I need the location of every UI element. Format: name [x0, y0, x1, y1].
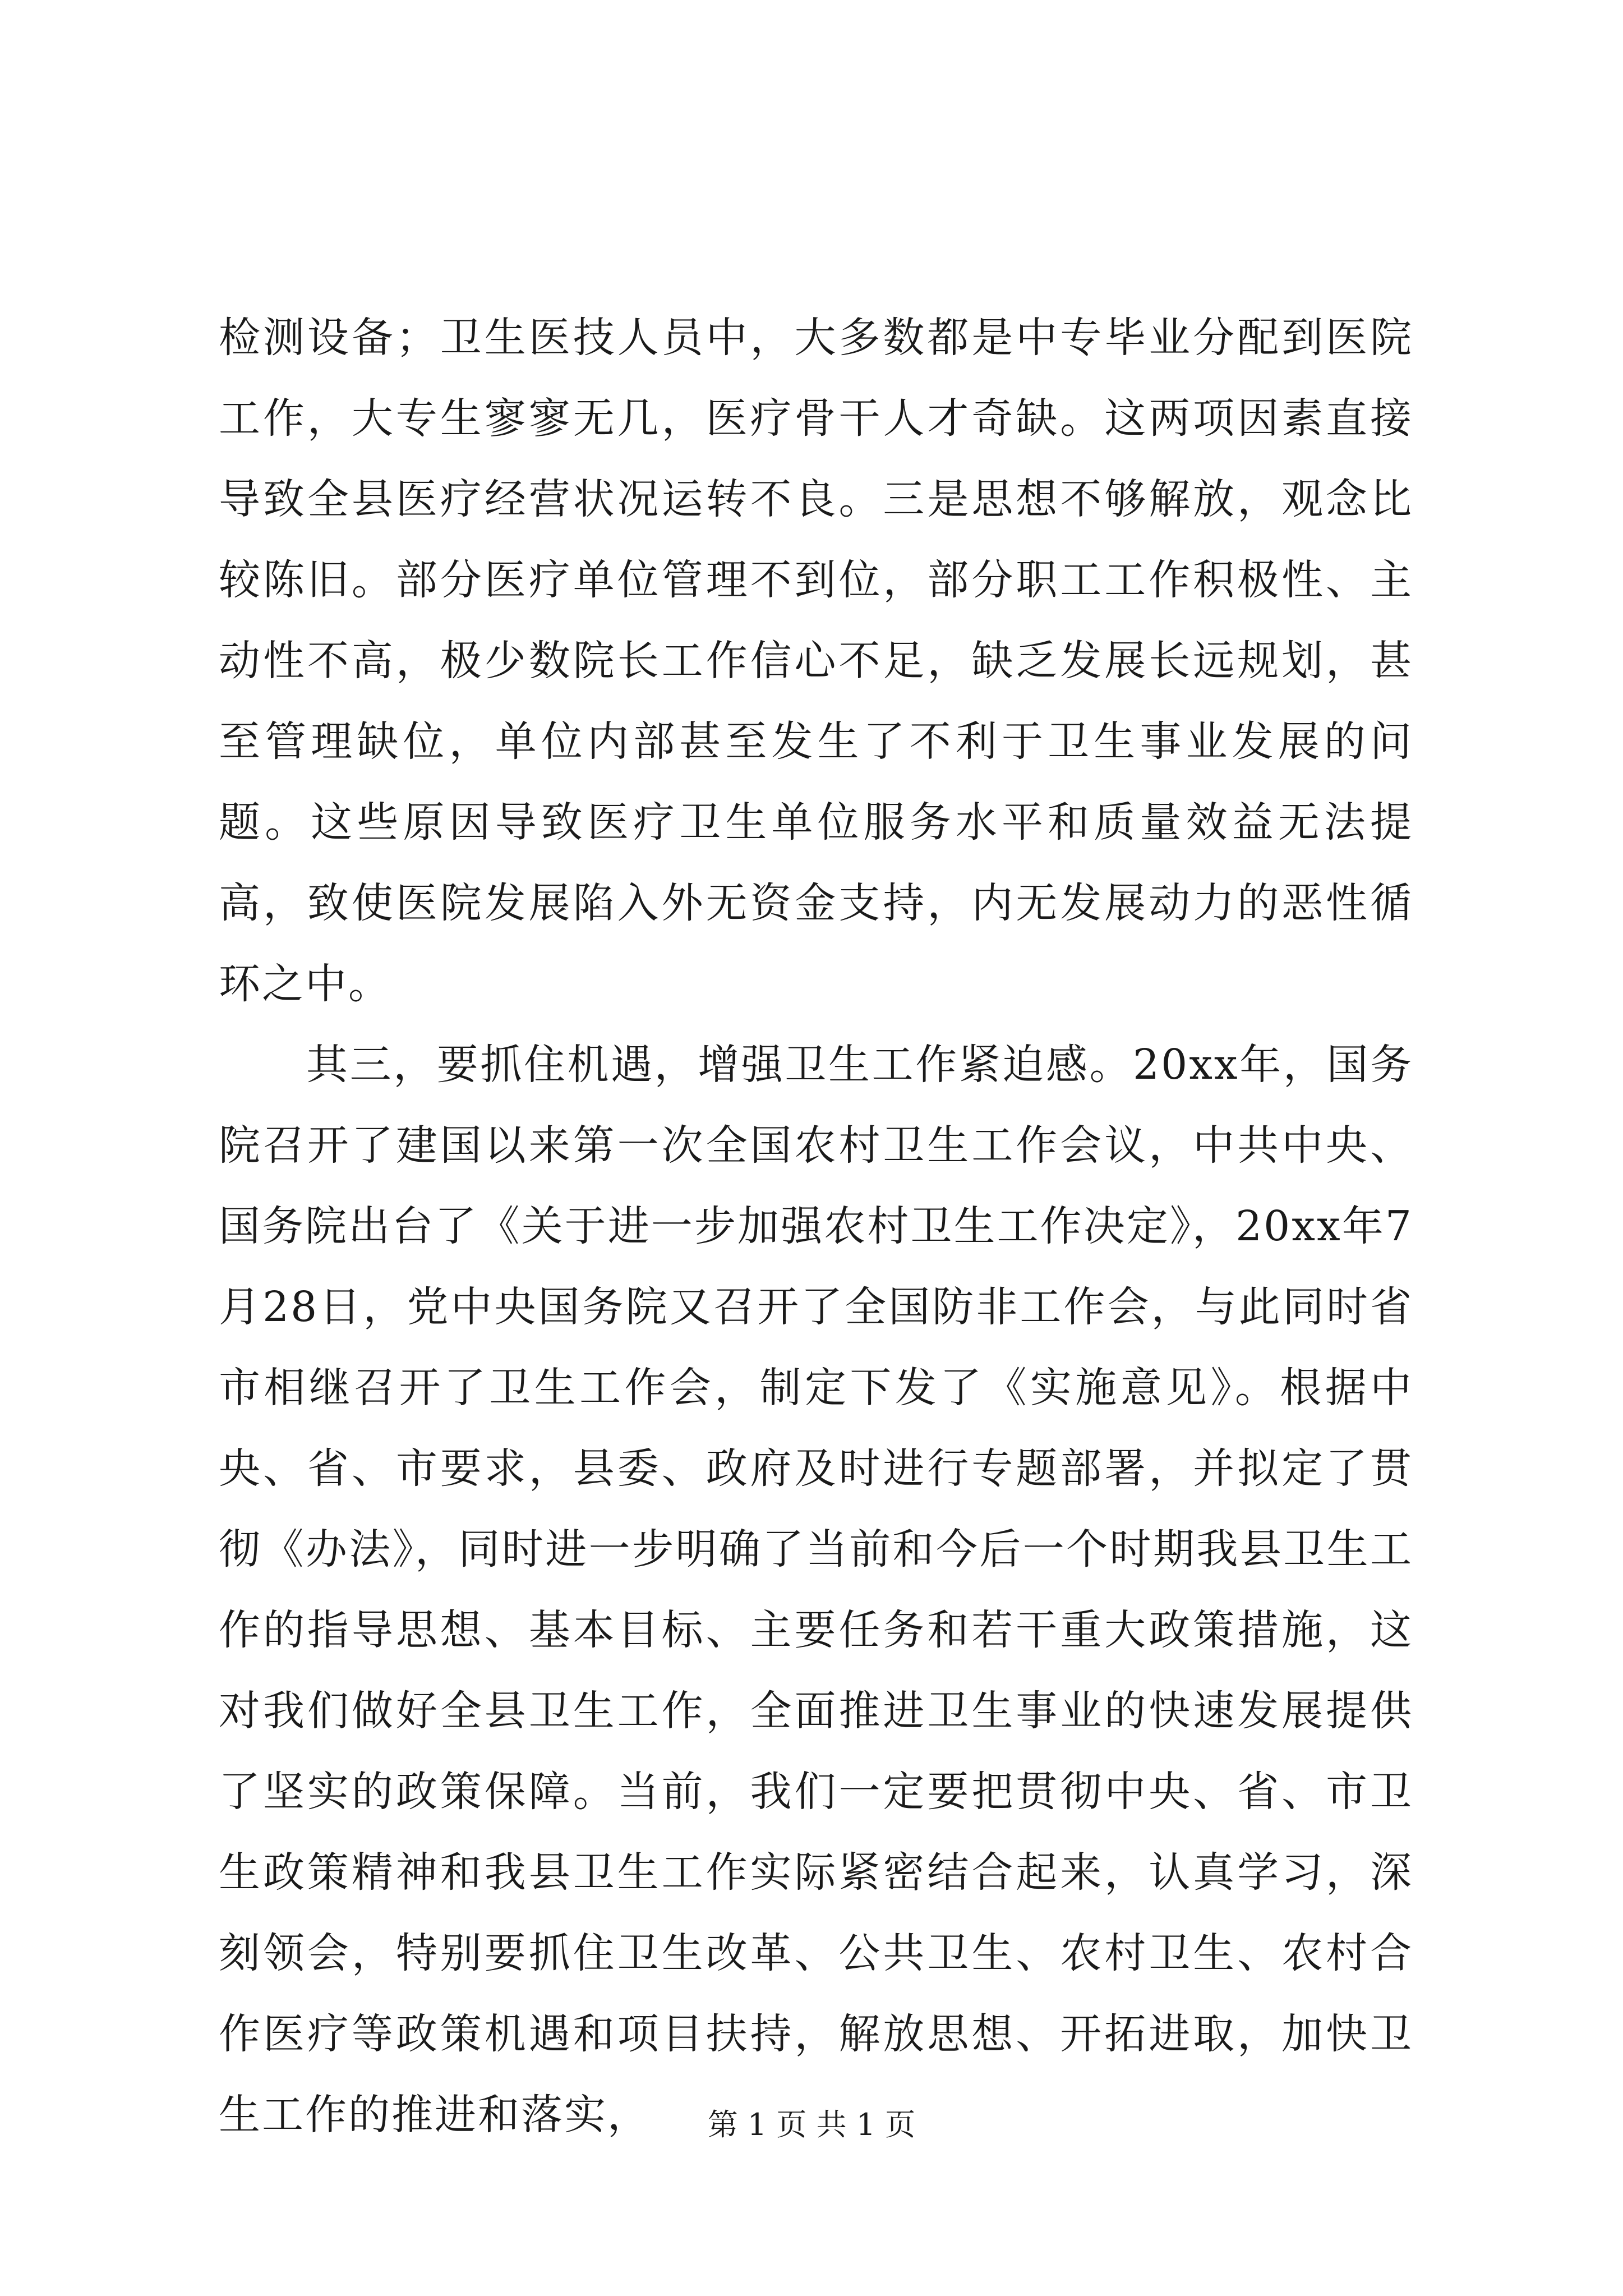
- paragraph-2: 其三，要抓住机遇，增强卫生工作紧迫感。20xx年，国务院召开了建国以来第一次全国农村卫生工作会议，中共中央、国务院出台了《关于进一步加强农村卫生工作决定》，20xx年7月28日，党中央国务院又召开了全国防非工作会，与此同时省市相继召开了卫生工作会，制定下发了《实施意见》。根据中央、省、市要求，县委、政府及时进行专题部署，并拟定了贯彻《办法》，同时进一步明确了当前和今后一个时期我县卫生工作的指导思想、基本目标、主要任务和若干重大政策措施，这对我们做好全县卫生工作，全面推进卫生事业的快速发展提供了坚实的政策保障。当前，我们一定要把贯彻中央、省、市卫生政策精神和我县卫生工作实际紧密结合起来，认真学习，深刻领会，特别要抓住卫生改革、公共卫生、农村卫生、农村合作医疗等政策机遇和项目扶持，解放思想、开拓进取，加快卫生工作的推进和落实，: [219, 1041, 1413, 2139]
- paragraph-1: 检测设备；卫生医技人员中，大多数都是中专毕业分配到医院工作，大专生寥寥无几，医疗骨干人才奇缺。这两项因素直接导致全县医疗经营状况运转不良。三是思想不够解放，观念比较陈旧。部分医疗单位管理不到位，部分职工工作积极性、主动性不高，极少数院长工作信心不足，缺乏发展长远规划，甚至管理缺位，单位内部甚至发生了不利于卫生事业发展的问题。这些原因导致医疗卫生单位服务水平和质量效益无法提高，致使医院发展陷入外无资金支持，内无发展动力的恶性循环之中。: [219, 314, 1413, 1008]
- page-number-label: 第 1 页 共 1 页: [707, 2107, 916, 2142]
- page-footer: [0, 2101, 1623, 2144]
- document-body: [219, 297, 1413, 2155]
